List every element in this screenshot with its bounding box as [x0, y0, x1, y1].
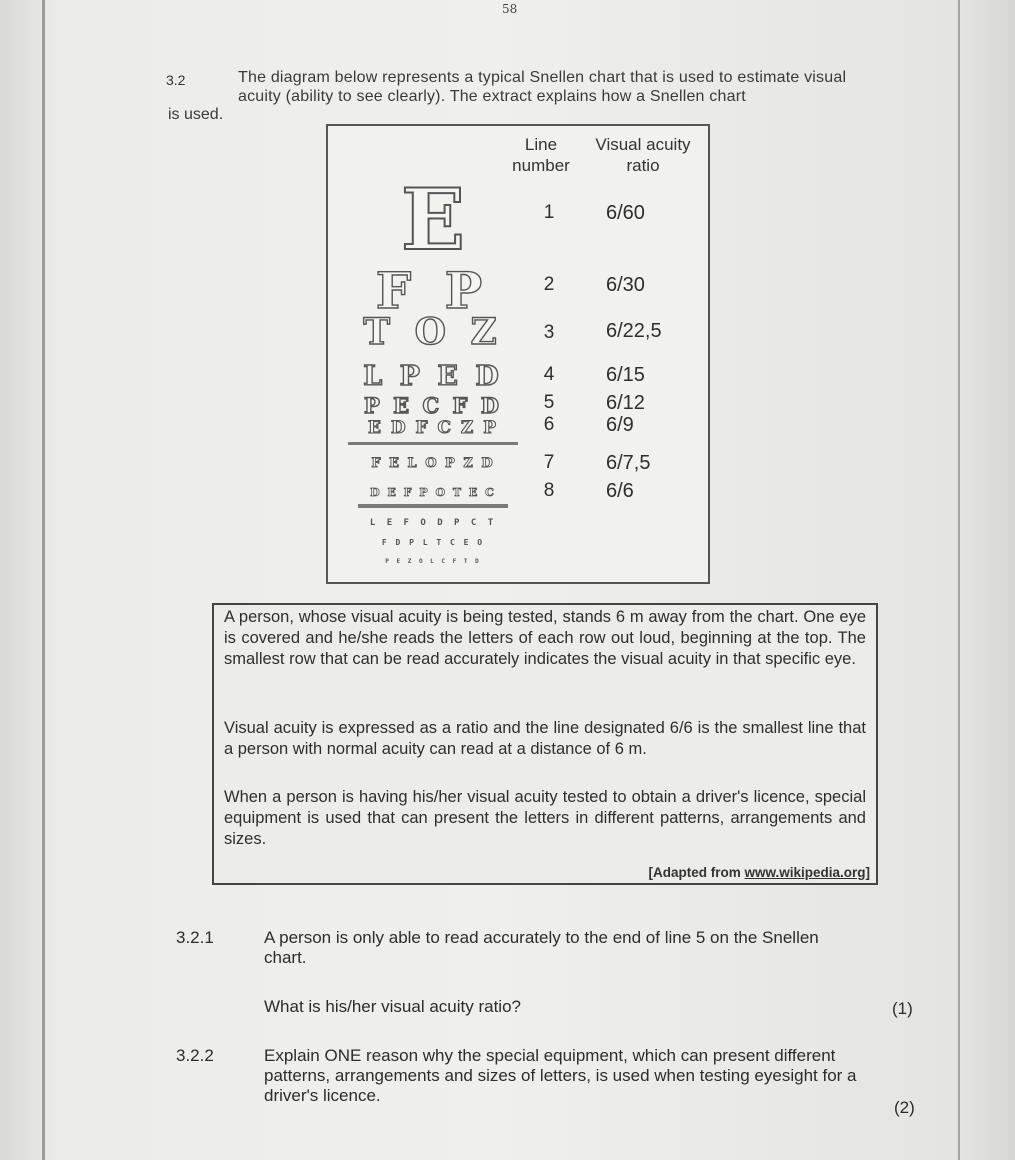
chart-row-6-letters: E D F C Z P — [367, 418, 499, 438]
chart-row-6-ratio: 6/9 — [606, 414, 634, 436]
header-line-number: Line number — [512, 135, 570, 175]
question-3-2-1-marks: (1) — [892, 999, 913, 1018]
snellen-chart — [326, 124, 710, 584]
chart-row-6-line: 6 — [543, 414, 555, 435]
source-suffix: ] — [865, 865, 870, 880]
chart-row-8-line: 8 — [543, 480, 555, 501]
extract-source — [648, 865, 870, 880]
source-prefix: [Adapted from — [648, 865, 745, 880]
chart-row-5-letters: P E C F D — [364, 393, 502, 418]
chart-row-1-letters: E — [400, 170, 466, 269]
question-3-2-1-text: A person is only able to read accurately to the end of line 5 on the Snellen chart. — [264, 928, 819, 967]
question-3-2-2-text: Explain ONE reason why the special equipment, which can present different patterns, arrangements and sizes of letters, is used when testing eyesight for a driver's licence. — [264, 1046, 857, 1105]
chart-row-5-ratio: 6/12 — [606, 392, 645, 414]
question-3-2-2-marks: (2) — [894, 1098, 915, 1117]
chart-row-7-letters: F E L O P Z D — [371, 456, 495, 471]
chart-row-4-line: 4 — [543, 364, 555, 385]
chart-row-10-letters: F D P L T C E O — [381, 538, 485, 547]
chart-row-7-ratio: 6/7,5 — [606, 452, 651, 474]
chart-row-8-letters: D E F P O T E C — [370, 486, 496, 499]
question-number: 3.2 — [166, 72, 186, 88]
chart-divider-line — [348, 442, 518, 445]
extract-paragraph-3: When a person is having his/her visual acuity tested to obtain a driver's licence, special equipment is used that can present the letters in different patterns, arrangements and sizes. — [224, 788, 866, 848]
chart-row-3-ratio: 6/22,5 — [606, 320, 662, 342]
question-3-2-1-number: 3.2.1 — [176, 928, 214, 947]
chart-row-4-ratio: 6/15 — [606, 364, 645, 386]
question-3-2-2-number: 3.2.2 — [176, 1046, 214, 1065]
question-3-2-1-ask: What is his/her visual acuity ratio? — [264, 997, 521, 1016]
extract-paragraph-1: A person, whose visual acuity is being tested, stands 6 m away from the chart. One eye is covered and he/she reads the letters of each row out loud, beginning at the top. The smallest row that can be read accurately indicates the visual acuity in that specific eye. — [224, 608, 866, 668]
chart-row-2-line: 2 — [543, 274, 555, 295]
chart-row-2-letters: F P — [375, 261, 491, 320]
chart-row-1-ratio: 6/60 — [606, 202, 645, 224]
right-margin-line — [958, 0, 960, 1160]
source-link[interactable]: www.wikipedia.org — [744, 865, 866, 880]
question-intro-continued: is used. — [168, 106, 224, 123]
header-visual-acuity: Visual acuity ratio — [595, 135, 691, 175]
chart-row-8-ratio: 6/6 — [606, 480, 634, 502]
chart-row-9-letters: L E F O D P C T — [369, 518, 497, 528]
chart-row-4-letters: L P E D — [363, 361, 503, 392]
chart-row-1-line: 1 — [543, 202, 555, 223]
extract-paragraph-2: Visual acuity is expressed as a ratio and the line designated 6/6 is the smallest line that a person with normal acuity can read at a distance of 6 m. — [224, 719, 866, 758]
chart-row-7-line: 7 — [543, 452, 555, 473]
extract-box — [212, 603, 878, 885]
chart-divider-line-2 — [358, 504, 508, 508]
chart-row-5-line: 5 — [543, 392, 555, 413]
chart-row-3-line: 3 — [543, 322, 555, 343]
page-number: 58 — [502, 2, 518, 16]
question-intro: The diagram below represents a typical Snellen chart that is used to estimate visual acuity (ability to see clearly). The extract explains how a Snellen chart — [238, 69, 847, 105]
chart-row-3-letters: T O Z — [363, 311, 503, 353]
chart-row-2-ratio: 6/30 — [606, 274, 645, 296]
left-margin-line — [42, 0, 45, 1160]
chart-row-11-letters: P E Z O L C F T D — [385, 558, 481, 565]
